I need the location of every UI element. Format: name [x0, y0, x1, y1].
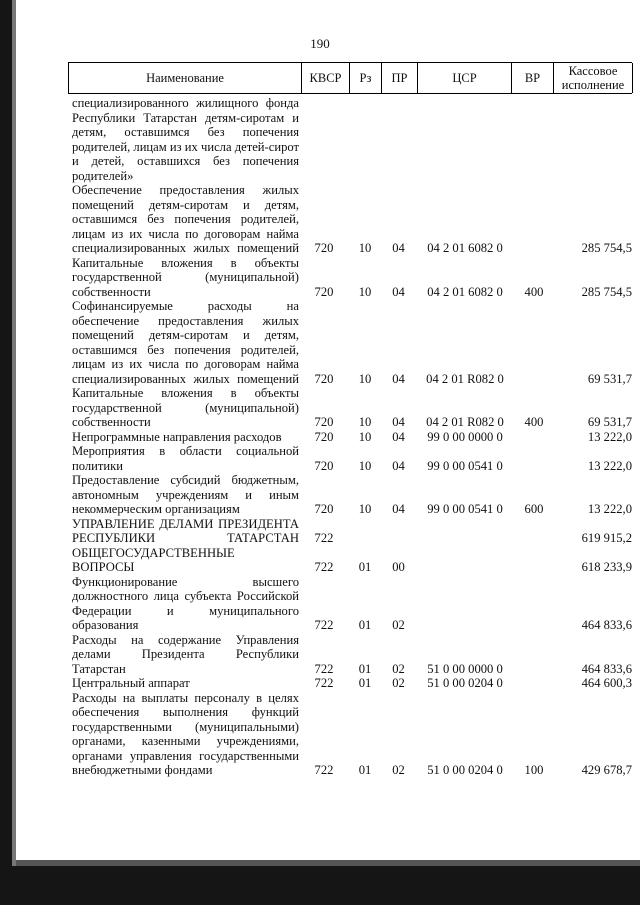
header-amount: Кассовое исполнение — [554, 63, 633, 93]
table-row — [72, 676, 632, 691]
row-amount: 429 678,7 — [581, 763, 632, 777]
row-vr: 400 — [524, 415, 544, 429]
row-csr: 51 0 00 0204 0 — [427, 763, 503, 777]
table-row — [72, 299, 632, 386]
row-rz: 10 — [358, 415, 372, 429]
row-pr: 04 — [392, 502, 405, 516]
table-body — [72, 96, 632, 778]
table-row — [72, 256, 632, 300]
row-name: Капитальные вложения в объекты государственной (муниципальной) собственности — [72, 255, 299, 299]
row-csr: 99 0 00 0541 0 — [427, 458, 503, 473]
row-kvsr: 722 — [314, 560, 334, 574]
row-name: Капитальные вложения в объекты государственной (муниципальной) собственности — [72, 386, 299, 429]
row-kvsr: 720 — [314, 371, 334, 386]
row-name: специализированного жилищного фонда Республики Татарстан детям-сиротам и детям, оставшимся без попечения родителей, лицам из их числа детей-сирот и детей, оставшихся без попечения родителей» — [72, 96, 299, 183]
row-pr: 02 — [392, 618, 405, 632]
row-pr: 04 — [392, 284, 405, 299]
row-vr: 400 — [524, 284, 544, 299]
row-rz: 10 — [358, 371, 372, 386]
row-csr: 04 2 01 6082 0 — [427, 284, 503, 299]
row-rz: 10 — [358, 241, 372, 255]
header-kvsr: КВСР — [302, 63, 350, 93]
row-name: УПРАВЛЕНИЕ ДЕЛАМИ ПРЕЗИДЕНТА РЕСПУБЛИКИ ТАТАРСТАН — [72, 516, 299, 545]
row-csr: 04 2 01 R082 0 — [426, 371, 504, 386]
table-row — [72, 575, 632, 633]
table-row — [72, 183, 632, 256]
row-kvsr: 722 — [314, 531, 334, 545]
row-pr: 04 — [392, 429, 405, 444]
row-amount: 13 222,0 — [587, 458, 632, 473]
row-rz: 10 — [358, 502, 372, 516]
header-name: Наименование — [69, 63, 302, 93]
table-row — [72, 691, 632, 778]
row-amount: 285 754,5 — [581, 241, 632, 255]
row-pr: 02 — [392, 763, 405, 777]
table-row — [72, 444, 632, 473]
row-kvsr: 720 — [314, 458, 334, 473]
table-header — [68, 62, 632, 94]
row-name: Софинансируемые расходы на обеспечение предоставления жилых помещений детям-сиротам и детям, оставшимся без попечения родителей, лицам из их числа по договорам найма специализированных жилых помещений — [72, 299, 299, 386]
row-csr: 04 2 01 6082 0 — [427, 241, 503, 255]
row-pr: 04 — [392, 415, 405, 429]
scan-left-shadow — [12, 0, 16, 905]
row-kvsr: 722 — [314, 763, 334, 777]
row-csr: 04 2 01 R082 0 — [426, 415, 504, 429]
table-row — [72, 386, 632, 430]
table-row — [72, 96, 632, 183]
row-amount: 619 915,2 — [581, 531, 632, 545]
table-row — [72, 517, 632, 546]
header-vr: ВР — [512, 63, 554, 93]
row-amount: 618 233,9 — [581, 560, 632, 574]
row-amount: 69 531,7 — [587, 371, 632, 386]
row-pr: 00 — [392, 560, 405, 574]
row-name: Центральный аппарат — [72, 676, 190, 690]
row-amount: 69 531,7 — [587, 415, 632, 429]
table-row — [72, 430, 632, 445]
row-pr: 02 — [392, 676, 405, 690]
row-name: Мероприятия в области социальной политики — [72, 444, 299, 473]
row-amount: 285 754,5 — [581, 284, 632, 299]
row-kvsr: 720 — [314, 502, 334, 516]
row-pr: 02 — [392, 661, 405, 676]
table-row — [72, 546, 632, 575]
row-rz: 10 — [358, 284, 372, 299]
row-vr: 600 — [524, 502, 544, 516]
row-name: Расходы на содержание Управления делами Президента Республики Татарстан — [72, 632, 299, 676]
row-csr: 51 0 00 0204 0 — [427, 676, 503, 690]
row-rz: 01 — [358, 763, 372, 777]
header-csr: ЦСР — [418, 63, 512, 93]
table-row — [72, 473, 632, 517]
row-rz: 01 — [358, 618, 372, 632]
row-rz: 01 — [358, 661, 372, 676]
row-kvsr: 720 — [314, 284, 334, 299]
row-pr: 04 — [392, 241, 405, 255]
row-rz: 10 — [358, 429, 372, 444]
row-name: Непрограммные направления расходов — [72, 429, 282, 444]
row-kvsr: 720 — [314, 429, 334, 444]
row-amount: 464 833,6 — [581, 618, 632, 632]
row-kvsr: 722 — [314, 661, 334, 676]
row-rz: 01 — [358, 676, 372, 690]
row-name: Расходы на выплаты персоналу в целях обеспечения выполнения функций государственными (муниципальными) органами, казенными учреждениями, органами управления государственными внебюджетными фондами — [72, 690, 299, 777]
page-number: 190 — [310, 36, 330, 51]
header-pr: ПР — [382, 63, 418, 93]
row-amount: 13 222,0 — [587, 429, 632, 444]
header-rz: Рз — [350, 63, 382, 93]
row-pr: 04 — [392, 458, 405, 473]
table-row — [72, 633, 632, 677]
row-name: Обеспечение предоставления жилых помещений детям-сиротам и детям, оставшимся без попечения родителей, лицам из их числа по договорам найма специализированных жилых помещений — [72, 183, 299, 255]
row-amount: 464 833,6 — [581, 661, 632, 676]
scan-left-border — [0, 0, 12, 905]
row-rz: 01 — [358, 560, 372, 574]
row-rz: 10 — [358, 458, 372, 473]
row-name: Предоставление субсидий бюджетным, автономным учреждениям и иным некоммерческим организациям — [72, 473, 299, 516]
row-kvsr: 720 — [314, 241, 334, 255]
row-name: ОБЩЕГОСУДАРСТВЕННЫЕ ВОПРОСЫ — [72, 545, 235, 574]
row-csr: 99 0 00 0000 0 — [427, 429, 503, 444]
row-kvsr: 722 — [314, 676, 334, 690]
row-kvsr: 720 — [314, 415, 334, 429]
row-amount: 464 600,3 — [581, 676, 632, 690]
row-name: Функционирование высшего должностного лица субъекта Российской Федерации и муниципального образования — [72, 574, 299, 632]
row-amount: 13 222,0 — [587, 502, 632, 516]
row-csr: 99 0 00 0541 0 — [427, 502, 503, 516]
row-csr: 51 0 00 0000 0 — [427, 661, 503, 676]
row-kvsr: 722 — [314, 618, 334, 632]
row-pr: 04 — [392, 371, 405, 386]
row-vr: 100 — [524, 763, 544, 777]
scan-bottom-border — [0, 866, 640, 905]
